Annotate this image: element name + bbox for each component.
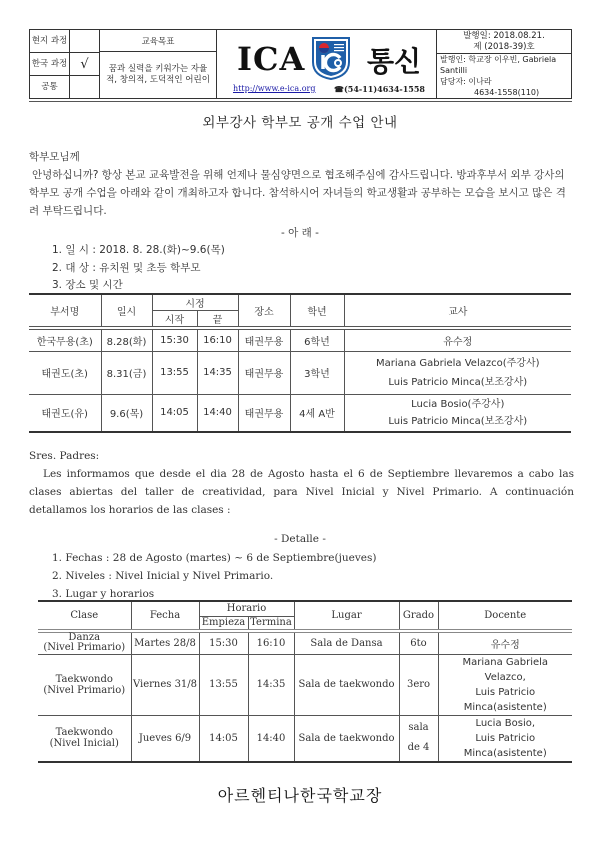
teacher-name: Luis Patricio Minca(보조강사) — [388, 376, 528, 388]
teacher-name: Mariana Gabriela Velazco(주강사) — [375, 357, 540, 369]
table-row — [29, 394, 571, 432]
brand-tongsin: 통신 — [367, 45, 422, 78]
cell-grado: 6to — [399, 631, 438, 654]
school-logo-icon — [311, 36, 351, 80]
grado-line: de 4 — [407, 742, 430, 754]
cell-docente — [438, 654, 572, 715]
cell-clase — [38, 631, 131, 654]
cell-lugar: Sala de taekwondo — [294, 715, 399, 762]
docente-line: Lucia Bosio, — [475, 717, 536, 729]
newsletter-header — [29, 29, 572, 99]
issue-info — [437, 30, 571, 54]
cell-end: 14:40 — [197, 394, 238, 432]
docente-line: Luis Patricio — [475, 732, 536, 744]
cell-lugar: Sala de Dansa — [294, 631, 399, 654]
korean-body: 안녕하십니까? 항상 본교 교육발전을 위해 언제나 물심양면으로 협조해주심에 감사드립니다. 방과후부서 외부 강사의 학부모 공개 수업을 아래와 같이 개최하고자 합니다. 참석하시어 자녀들의 학교생활과 공부하는 모습을 보시고 많은 격려 부탁드립니다. — [29, 169, 566, 217]
curriculum-box — [30, 30, 100, 98]
korean-schedule-table — [29, 293, 571, 433]
col-header-time: 시정 — [152, 294, 238, 311]
korean-item-list — [52, 242, 225, 295]
brand-ica: ICA — [237, 40, 306, 78]
docente-line: Mariana Gabriela — [462, 656, 549, 668]
col-header-grado: Grado — [399, 601, 438, 631]
cell-end: 16:10 — [197, 328, 238, 351]
table-row — [38, 654, 572, 715]
table-row — [38, 715, 572, 762]
website-link[interactable]: http://www.e-ica.org — [233, 84, 316, 93]
cell-teacher — [344, 394, 571, 432]
col-header-place: 장소 — [238, 294, 290, 328]
education-goal-title: 교육목표 — [100, 30, 216, 52]
clase-name: Danza — [68, 632, 101, 644]
korean-salutation: 학부모님께 — [29, 151, 80, 163]
col-header-grade: 학년 — [290, 294, 344, 328]
cell-grado: 3ero — [399, 654, 438, 715]
table-row — [29, 351, 571, 394]
cell-empieza: 15:30 — [199, 631, 248, 654]
cell-lugar: Sala de taekwondo — [294, 654, 399, 715]
clase-level: (Nivel Inicial) — [49, 738, 119, 750]
col-header-teacher: 교사 — [344, 294, 571, 328]
header-divider — [29, 101, 572, 102]
korean-section-heading: - 아 래 - — [281, 227, 319, 239]
korean-item: 3. 장소 및 시간 — [52, 279, 123, 291]
cell-place: 태권무용 — [238, 351, 290, 394]
phone-number: ☎(54-11)4634-1558 — [334, 84, 425, 94]
col-header-start: 시작 — [152, 311, 197, 329]
spanish-item: 3. Lugar y horarios — [52, 588, 155, 600]
issue-date: 발행일: 2018.08.21. — [463, 30, 545, 41]
cell-grade: 6학년 — [290, 328, 344, 351]
cell-termina: 16:10 — [248, 631, 294, 654]
publication-info-box — [437, 30, 571, 98]
col-header-end: 끝 — [197, 311, 238, 329]
spanish-body: Les informamos que desde el dia 28 de Agosto hasta el 6 de Septiembre llevaremos a cabo las clases abiertas del taller de creatividad, para Nivel Inicial y Nivel Primario. A continuación detallamos los horarios de las clases : — [29, 468, 574, 516]
brand-box — [217, 30, 437, 98]
grado-line: sala — [408, 722, 429, 734]
education-goal-text: 꿈과 실력을 키워가는 자율적, 창의적, 도덕적인 어린이 — [106, 64, 210, 85]
col-header-dept: 부서명 — [29, 294, 101, 328]
table-row — [29, 328, 571, 351]
clase-name: Taekwondo — [55, 727, 113, 739]
col-header-clase: Clase — [38, 601, 131, 631]
cell-docente — [438, 715, 572, 762]
contact-phone: 4634-1558(110) — [474, 88, 540, 97]
curriculum-row-korean — [30, 53, 99, 76]
check-mark-icon: √ — [80, 56, 89, 72]
cell-fecha: Martes 28/8 — [131, 631, 199, 654]
clase-name: Taekwondo — [55, 673, 113, 685]
cell-date: 8.31(금) — [101, 351, 152, 394]
cell-termina: 14:40 — [248, 715, 294, 762]
clase-level: (Nivel Primario) — [43, 684, 126, 696]
col-header-empieza: Empieza — [199, 616, 248, 631]
curriculum-check — [70, 30, 99, 52]
docente-line: Luis Patricio — [475, 686, 536, 698]
publisher: 발행인: 학교장 이우빈, Gabriela Santilli — [440, 55, 557, 75]
cell-termina: 14:35 — [248, 654, 294, 715]
cell-start: 15:30 — [152, 328, 197, 351]
col-header-date: 일시 — [101, 294, 152, 328]
table-row — [38, 631, 572, 654]
curriculum-row-local — [30, 30, 99, 53]
spanish-item: 2. Niveles : Nivel Inicial y Nivel Primario. — [52, 570, 274, 582]
spanish-section-heading: - Detalle - — [274, 533, 326, 545]
education-goal-box — [100, 30, 217, 98]
issue-number: 제 (2018-39)호 — [473, 41, 535, 52]
cell-date: 9.6(목) — [101, 394, 152, 432]
publisher-info — [437, 54, 571, 98]
cell-grade: 3학년 — [290, 351, 344, 394]
col-header-fecha: Fecha — [131, 601, 199, 631]
cell-clase — [38, 715, 131, 762]
cell-clase — [38, 654, 131, 715]
docente-line: Velazco, — [484, 671, 526, 683]
curriculum-check — [70, 76, 99, 98]
cell-docente: 유수정 — [438, 631, 572, 654]
page-title: 외부강사 학부모 공개 수업 안내 — [202, 115, 398, 131]
cell-fecha: Jueves 6/9 — [131, 715, 199, 762]
cell-grade: 4세 A반 — [290, 394, 344, 432]
korean-item: 2. 대 상 : 유치원 및 초등 학부모 — [52, 261, 201, 274]
cell-end: 14:35 — [197, 351, 238, 394]
curriculum-label: 공통 — [30, 76, 70, 98]
cell-empieza: 13:55 — [199, 654, 248, 715]
cell-dept: 한국무용(초) — [29, 328, 101, 351]
col-header-docente: Docente — [438, 601, 572, 631]
col-header-horario: Horario — [199, 601, 294, 616]
cell-place: 태권무용 — [238, 394, 290, 432]
clase-level: (Nivel Primario) — [43, 642, 126, 654]
docente-line: Minca(asistente) — [463, 747, 547, 759]
cell-teacher — [344, 351, 571, 394]
cell-date: 8.28(화) — [101, 328, 152, 351]
spanish-item-list — [52, 549, 376, 603]
cell-fecha: Viernes 31/8 — [131, 654, 199, 715]
spanish-salutation: Sres. Padres: — [29, 450, 100, 462]
principal-signature: 아르헨티나한국학교장 — [217, 786, 383, 805]
spanish-schedule-table — [38, 600, 572, 763]
cell-grado — [399, 715, 438, 762]
cell-teacher: 유수정 — [344, 328, 571, 351]
contact-person: 담당자: 이나라 — [440, 77, 492, 86]
curriculum-label: 한국 과정 — [30, 53, 70, 75]
curriculum-row-common — [30, 76, 99, 98]
col-header-lugar: Lugar — [294, 601, 399, 631]
korean-item: 1. 일 시 : 2018. 8. 28.(화)~9.6(목) — [52, 244, 225, 256]
cell-empieza: 14:05 — [199, 715, 248, 762]
cell-dept: 태권도(초) — [29, 351, 101, 394]
cell-start: 13:55 — [152, 351, 197, 394]
docente-line: Minca(asistente) — [463, 701, 547, 713]
cell-dept: 태권도(유) — [29, 394, 101, 432]
spanish-item: 1. Fechas : 28 de Agosto (martes) ~ 6 de Septiembre(jueves) — [52, 552, 377, 564]
teacher-name: Luis Patricio Minca(보조강사) — [388, 415, 528, 427]
cell-place: 태권무용 — [238, 328, 290, 351]
cell-start: 14:05 — [152, 394, 197, 432]
col-header-termina: Termina — [248, 616, 294, 631]
teacher-name: Lucia Bosio(주강사) — [411, 398, 505, 410]
curriculum-label: 현지 과정 — [30, 30, 70, 52]
